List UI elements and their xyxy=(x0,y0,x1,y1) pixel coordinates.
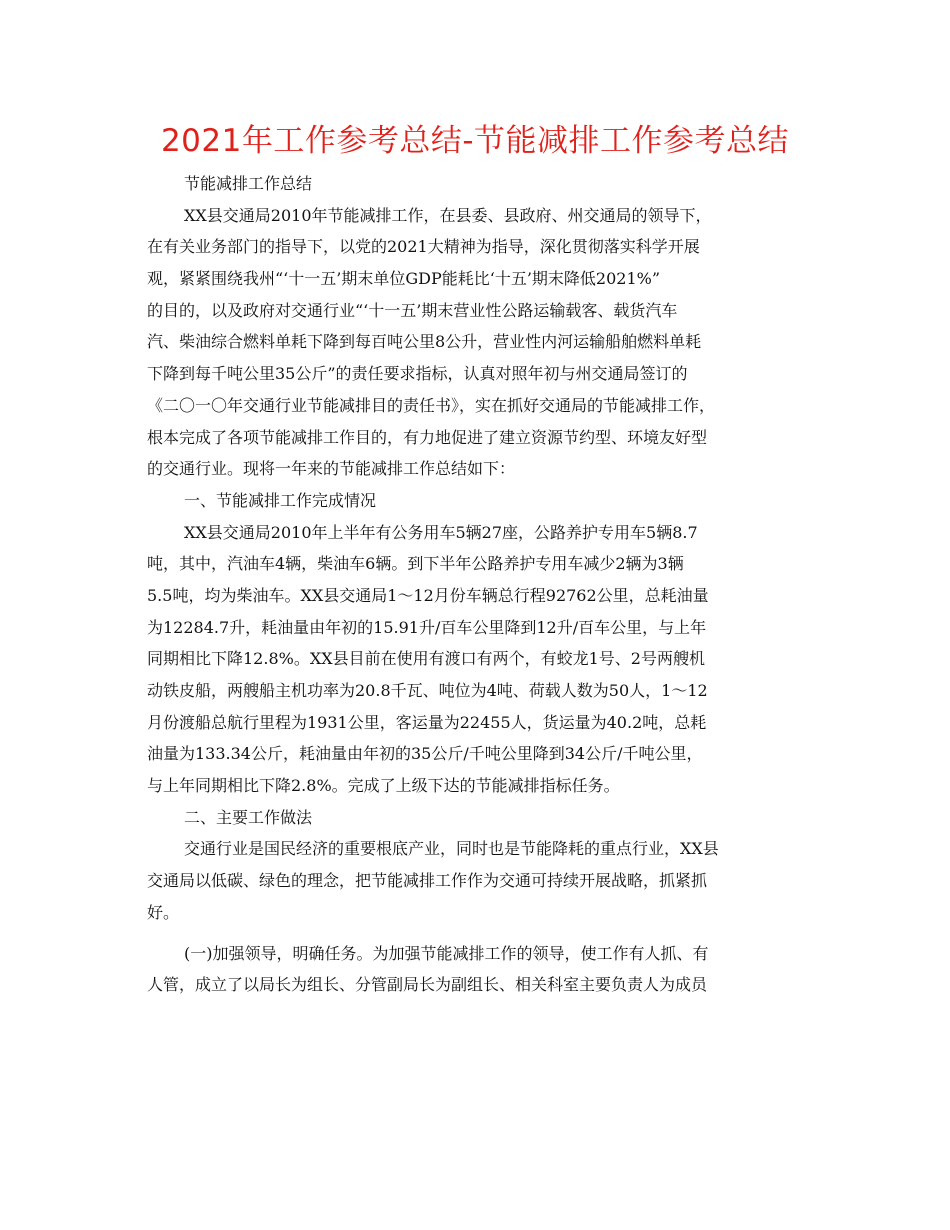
paragraph-line: XX县交通局2010年上半年有公务用车5辆27座，公路养护专用车5辆8.7 xyxy=(184,522,698,542)
paragraph-line: 人管，成立了以局长为组长、分管副局长为副组长、相关科室主要负责人为成员 xyxy=(147,975,708,995)
paragraph-line: 与上年同期相比下降2.8%。完成了上级下达的节能减排指标任务。 xyxy=(147,776,620,796)
document-title: 2021年工作参考总结-节能减排工作参考总结 xyxy=(160,123,790,159)
paragraph-line: 在有关业务部门的指导下，以党的2021大精神为指导，深化贯彻落实科学开展 xyxy=(147,237,700,257)
paragraph-line: 汽、柴油综合燃料单耗下降到每百吨公里8公升，营业性内河运输船舶燃料单耗 xyxy=(147,332,702,352)
paragraph-line: 《二〇一〇年交通行业节能减排目的责任书》，实在抓好交通局的节能减排工作， xyxy=(147,395,716,415)
paragraph-line: 交通局以低碳、绿色的理念，把节能减排工作作为交通可持续开展战略，抓紧抓 xyxy=(147,871,708,891)
paragraph-line: 油量为133.34公斤，耗油量由年初的35公斤/千吨公里降到34公斤/千吨公里， xyxy=(147,744,703,764)
section-heading: 一、节能减排工作完成情况 xyxy=(184,490,377,510)
paragraph-line: 吨，其中，汽油车4辆，柴油车6辆。到下半年公路养护专用车减少2辆为3辆 xyxy=(147,554,684,574)
section-heading: 二、主要工作做法 xyxy=(184,807,313,827)
paragraph-line: 观，紧紧围绕我州“‘十一五’期末单位GDP能耗比‘十五’期末降低2021%” xyxy=(147,269,661,289)
paragraph-line: 5.5吨，均为柴油车。XX县交通局1～12月份车辆总行程92762公里，总耗油量 xyxy=(147,585,709,605)
paragraph-line: 的交通行业。现将一年来的节能减排工作总结如下： xyxy=(147,459,516,479)
section-heading: 节能减排工作总结 xyxy=(184,174,313,193)
document-body xyxy=(147,168,803,1001)
paragraph-line: 下降到每千吨公里35公斤”的责任要求指标，认真对照年初与州交通局签订的 xyxy=(147,364,688,384)
paragraph-line: XX县交通局2010年节能减排工作，在县委、县政府、州交通局的领导下， xyxy=(184,205,712,225)
paragraph-line: 交通行业是国民经济的重要根底产业，同时也是节能降耗的重点行业，XX县 xyxy=(184,839,719,859)
paragraph-line: 好。 xyxy=(147,902,180,922)
paragraph-line: (一)加强领导，明确任务。为加强节能减排工作的领导，使工作有人抓、有 xyxy=(184,943,709,963)
paragraph-line: 的目的，以及政府对交通行业“‘十一五’期末营业性公路运输载客、载货汽车 xyxy=(147,300,678,320)
paragraph-line: 同期相比下降12.8%。XX县目前在使用有渡口有两个，有蛟龙1号、2号两艘机 xyxy=(147,649,705,669)
paragraph-line: 根本完成了各项节能减排工作目的，有力地促进了建立资源节约型、环境友好型 xyxy=(147,427,708,447)
paragraph-line: 动铁皮船，两艘船主机功率为20.8千瓦、吨位为4吨、荷载人数为50人，1～12 xyxy=(147,681,708,700)
paragraph-line: 月份渡船总航行里程为1931公里，客运量为22455人，货运量为40.2吨，总耗 xyxy=(147,712,707,732)
paragraph-line: 为12284.7升，耗油量由年初的15.91升/百车公里降到12升/百车公里，与上年 xyxy=(147,617,707,637)
